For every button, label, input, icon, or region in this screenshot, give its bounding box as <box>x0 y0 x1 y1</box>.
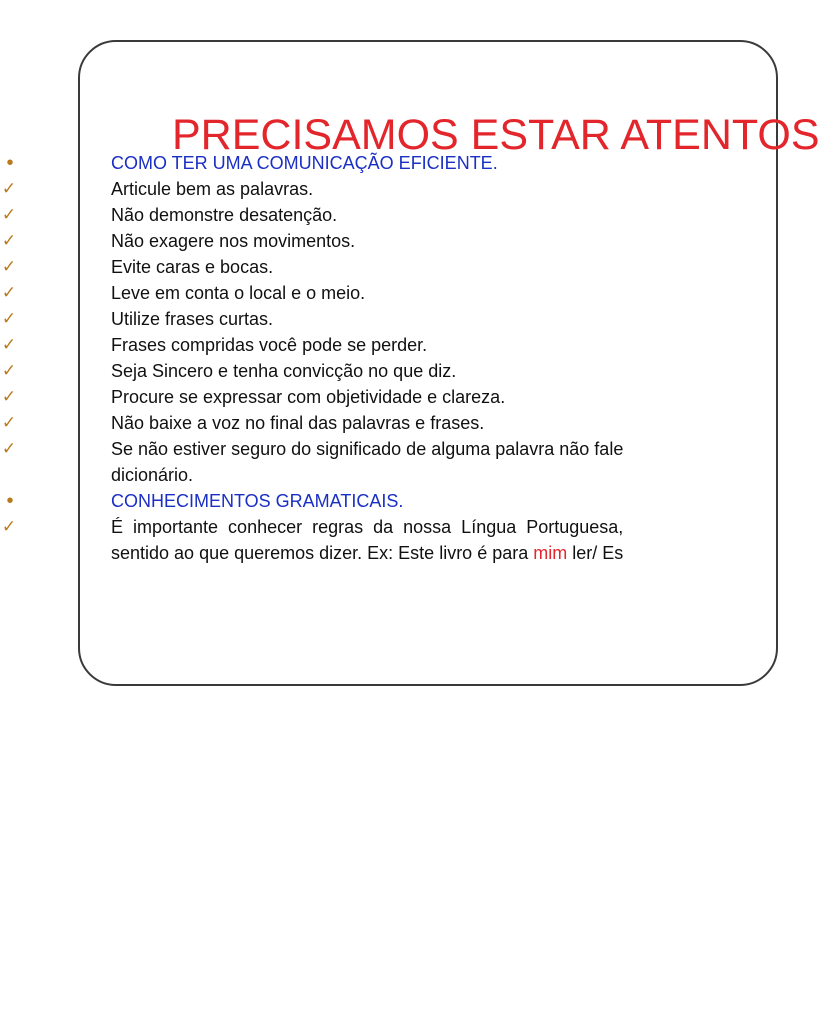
list-item <box>0 384 728 410</box>
checkmark-icon: ✓ <box>1 205 17 224</box>
list-item <box>0 358 728 384</box>
list-item-continuation <box>0 540 728 566</box>
list-item <box>0 202 728 228</box>
list-item-text: Se não estiver seguro do significado de alguma palavra não fale <box>111 439 624 459</box>
example-text-before: sentido ao que queremos dizer. Ex: Este livro é para <box>111 543 534 563</box>
list-item <box>0 410 728 436</box>
highlighted-word: mim <box>533 543 568 563</box>
slide-content <box>0 150 728 566</box>
checkmark-icon: ✓ <box>1 179 17 198</box>
list-item-text: Não exagere nos movimentos. <box>111 231 356 251</box>
heading-text: CONHECIMENTOS GRAMATICAIS. <box>111 491 404 511</box>
checkmark-icon: ✓ <box>1 387 17 406</box>
list-item <box>0 436 728 462</box>
checkmark-icon: ✓ <box>1 309 17 328</box>
bullet-dot-icon: • <box>6 490 14 512</box>
list-item <box>0 254 728 280</box>
example-sentence <box>111 540 623 566</box>
checkmark-icon: ✓ <box>1 361 17 380</box>
checkmark-icon: ✓ <box>1 257 17 276</box>
bullet-dot-icon: • <box>6 152 14 174</box>
list-item-text: dicionário. <box>111 465 194 485</box>
list-item-text: Não baixe a voz no final das palavras e frases. <box>111 413 485 433</box>
slide-title: PRECISAMOS ESTAR ATENTOS <box>172 111 820 159</box>
checkmark-icon: ✓ <box>1 439 17 458</box>
list-item <box>0 306 728 332</box>
example-text-after: ler/ Es <box>567 543 624 563</box>
list-item-text: Articule bem as palavras. <box>111 179 314 199</box>
checkmark-icon: ✓ <box>1 231 17 250</box>
checkmark-icon: ✓ <box>1 335 17 354</box>
list-item-text: Seja Sincero e tenha convicção no que diz. <box>111 361 457 381</box>
checkmark-icon: ✓ <box>1 283 17 302</box>
heading-grammar <box>0 488 728 514</box>
list-item-text: Frases compridas você pode se perder. <box>111 335 428 355</box>
checkmark-icon: ✓ <box>1 413 17 432</box>
list-item <box>0 176 728 202</box>
list-item-text: É importante conhecer regras da nossa Língua Portuguesa, <box>111 517 624 537</box>
list-item-text: Utilize frases curtas. <box>111 309 274 329</box>
list-item <box>0 280 728 306</box>
list-item <box>0 514 728 540</box>
list-item <box>0 332 728 358</box>
heading-text: COMO TER UMA COMUNICAÇÃO EFICIENTE. <box>111 153 498 173</box>
list-item-text: Não demonstre desatenção. <box>111 205 338 225</box>
heading-communication <box>0 150 728 176</box>
checkmark-icon: ✓ <box>1 517 17 536</box>
list-item-text: Procure se expressar com objetividade e clareza. <box>111 387 506 407</box>
list-item-text: Evite caras e bocas. <box>111 257 274 277</box>
list-item <box>0 228 728 254</box>
list-item-continuation <box>0 462 728 488</box>
list-item-text: Leve em conta o local e o meio. <box>111 283 366 303</box>
